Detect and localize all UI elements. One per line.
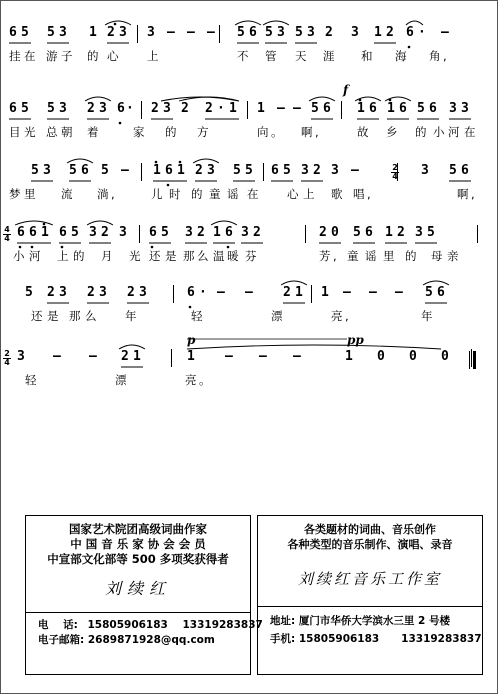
note: 6 (365, 225, 373, 240)
lyric-syllable: 是 (165, 249, 177, 263)
note: 3 (99, 101, 107, 116)
note: 1 (229, 101, 237, 116)
lyric-syllable: 上 (147, 49, 159, 63)
note: 3 (163, 101, 171, 116)
note: – (121, 163, 129, 178)
time-signature (3, 350, 11, 367)
bar-line (139, 225, 140, 243)
note-row (1, 161, 497, 187)
note: 6 (165, 163, 173, 178)
note: 6 (249, 25, 257, 40)
lyric-syllable: 啊 (301, 125, 313, 139)
note: 1 (133, 349, 141, 364)
lyric-syllable: 天 (295, 49, 307, 63)
note: 5 (101, 163, 109, 178)
note: 5 (283, 163, 291, 178)
note: · (217, 101, 225, 116)
note: 3 (43, 163, 51, 178)
note: 1 (213, 225, 221, 240)
note: 2 (87, 285, 95, 300)
lyric-row (1, 125, 497, 143)
studio-divider (258, 606, 482, 607)
note: 1 (153, 163, 161, 178)
bar-line (477, 225, 478, 243)
author-email-row (38, 633, 215, 648)
lyric-syllable: , (345, 309, 349, 323)
lyric-syllable: 那 (183, 249, 195, 263)
note: – (53, 349, 61, 364)
lyric-syllable: 还 (149, 249, 161, 263)
lyric-syllable: 在 (247, 187, 259, 201)
note-row (1, 23, 497, 49)
note: 6 (117, 101, 125, 116)
lyric-syllable: 涯 (323, 49, 335, 63)
note: 3 (59, 285, 67, 300)
note: 3 (277, 25, 285, 40)
lyric-syllable: 上 (303, 187, 315, 201)
lyric-syllable: 暖 (227, 249, 239, 263)
lyric-syllable: 亲 (447, 249, 459, 263)
note: 1 (345, 349, 353, 364)
note: 2 (181, 101, 189, 116)
lyric-syllable: 挂 (9, 49, 21, 63)
note: 2 (319, 225, 327, 240)
note: 3 (59, 101, 67, 116)
note: 6 (225, 225, 233, 240)
address-value: 厦门市华侨大学滨水三里 2 号楼 (298, 615, 450, 627)
note: 5 (233, 163, 241, 178)
lyric-syllable: 小 (13, 249, 25, 263)
studio-info-box (257, 515, 483, 675)
lyric-syllable: 轻 (191, 309, 203, 323)
lyric-syllable: 不 (237, 49, 249, 63)
lyric-syllable: , (111, 187, 115, 201)
note-row (1, 223, 497, 249)
note: – (259, 349, 267, 364)
note: 6 (9, 25, 17, 40)
bar-line (137, 25, 138, 43)
note: 0 (441, 349, 449, 364)
note: 2 (101, 225, 109, 240)
note-row (1, 347, 497, 373)
time-sig-denominator: 4 (4, 358, 10, 367)
note: 6 (9, 101, 17, 116)
note: 3 (449, 101, 457, 116)
note: 5 (47, 25, 55, 40)
note: 1 (321, 285, 329, 300)
note-row (1, 99, 497, 125)
lyric-syllable: 的 (415, 125, 427, 139)
note: 6 (271, 163, 279, 178)
lyric-syllable: 唱 (353, 187, 365, 201)
lyric-syllable: 是 (47, 309, 59, 323)
note: – (369, 285, 377, 300)
lyric-syllable: 月 (101, 249, 113, 263)
lyric-syllable: 上 (57, 249, 69, 263)
email-label: 电子邮箱: (38, 634, 85, 646)
score-line (1, 161, 497, 209)
lyric-syllable: 年 (125, 309, 137, 323)
lyric-syllable: 河 (448, 125, 460, 139)
score-line (1, 223, 497, 271)
note: 2 (253, 225, 261, 240)
note: 1 (385, 225, 393, 240)
note: 5 (425, 285, 433, 300)
studio-name: 刘续红音乐工作室 (297, 570, 442, 588)
lyric-syllable: 在 (464, 125, 476, 139)
lyric-syllable: 淌 (97, 187, 109, 201)
note: – (167, 25, 175, 40)
lyric-syllable: 儿 (151, 187, 163, 201)
lyric-syllable: 角 (429, 49, 441, 63)
note: 6 (17, 225, 25, 240)
time-sig-numerator: 2 (4, 349, 10, 358)
lyric-syllable: 朝 (61, 125, 73, 139)
lyric-syllable: 芳 (319, 249, 331, 263)
note: 2 (87, 101, 95, 116)
lyric-syllable: 着 (87, 125, 99, 139)
lyric-syllable: 心 (107, 49, 119, 63)
lyric-syllable: 亮 (185, 373, 197, 387)
note: 3 (415, 225, 423, 240)
lyric-syllable: 海 (395, 49, 407, 63)
bar-line (171, 349, 172, 367)
lyric-syllable: 向 (257, 125, 269, 139)
lyric-syllable: 漂 (115, 373, 127, 387)
bar-line (341, 101, 342, 119)
phone-label: 电 话: (38, 619, 78, 631)
note: 1 (374, 25, 382, 40)
note: 3 (89, 225, 97, 240)
bar-line (247, 101, 248, 119)
lyric-syllable: 里 (383, 249, 395, 263)
score-line (1, 83, 497, 147)
dynamic-mark: p (187, 333, 196, 347)
lyric-row (1, 373, 497, 391)
lyric-syllable: 轻 (25, 373, 37, 387)
note: 3 (461, 101, 469, 116)
author-phone-row (38, 618, 263, 633)
note: 2 (397, 225, 405, 240)
author-titles (26, 522, 250, 567)
note-row (1, 283, 497, 309)
note: 3 (147, 25, 155, 40)
lyric-syllable: 游 (46, 49, 58, 63)
lyric-syllable: 的 (165, 125, 177, 139)
note: 0 (377, 349, 385, 364)
note: 5 (161, 225, 169, 240)
note: 6 (59, 225, 67, 240)
lyric-syllable: 的 (73, 249, 85, 263)
lyric-syllable: 温 (213, 249, 225, 263)
score-line (1, 333, 497, 395)
note: – (89, 349, 97, 364)
note: · (418, 25, 426, 40)
note: – (225, 349, 233, 364)
lyric-syllable: 故 (357, 125, 369, 139)
time-signature (3, 226, 11, 243)
note: 0 (409, 349, 417, 364)
score-line (1, 23, 497, 71)
note: – (245, 285, 253, 300)
note: · (199, 285, 207, 300)
lyric-syllable: 芬 (245, 249, 257, 263)
author-title-line: 中 国 音 乐 家 协 会 会 员 (70, 537, 206, 551)
lyric-syllable: 家 (133, 125, 145, 139)
bar-line (173, 285, 174, 303)
note: 3 (241, 225, 249, 240)
note: 5 (295, 25, 303, 40)
time-sig-numerator: 4 (4, 225, 10, 234)
lyric-syllable: , (315, 125, 319, 139)
author-title-line: 中宣部文化部等 500 多项奖获得者 (47, 552, 229, 566)
note: – (207, 25, 215, 40)
lyric-syllable: 童 (347, 249, 359, 263)
lyric-syllable: 。 (271, 125, 283, 139)
note: 6 (399, 101, 407, 116)
note: 5 (449, 163, 457, 178)
lyric-syllable: 河 (29, 249, 41, 263)
lyric-syllable: 流 (61, 187, 73, 201)
note: 6 (81, 163, 89, 178)
lyric-syllable: 谣 (227, 187, 239, 201)
lyric-syllable: 方 (197, 125, 209, 139)
note: 5 (21, 25, 29, 40)
time-sig-denominator: 4 (4, 234, 10, 243)
note: – (441, 25, 449, 40)
note: 3 (307, 25, 315, 40)
note: 3 (351, 25, 359, 40)
note: 5 (353, 225, 361, 240)
author-divider (26, 612, 250, 613)
note: 1 (187, 349, 195, 364)
note: 6 (429, 101, 437, 116)
lyric-syllable: 总 (46, 125, 58, 139)
lyric-row (1, 49, 497, 67)
note: 2 (205, 101, 213, 116)
note: – (277, 101, 285, 116)
note: 5 (245, 163, 253, 178)
bar-line (305, 225, 306, 243)
note: 6 (149, 225, 157, 240)
lyric-syllable: 心 (287, 187, 299, 201)
lyric-syllable: 。 (199, 373, 211, 387)
note: 5 (237, 25, 245, 40)
note: – (395, 285, 403, 300)
note: 6 (187, 285, 195, 300)
note: – (293, 101, 301, 116)
lyric-syllable: 里 (24, 187, 36, 201)
lyric-syllable: 还 (31, 309, 43, 323)
note: 2 (107, 25, 115, 40)
author-title-line: 国家艺术院团高级词曲作家 (69, 522, 207, 536)
time-sig-denominator: 4 (392, 172, 398, 181)
note: 5 (47, 101, 55, 116)
note: 0 (331, 225, 339, 240)
lyric-syllable: 年 (421, 309, 433, 323)
lyric-syllable: 那 (69, 309, 81, 323)
note: 5 (311, 101, 319, 116)
lyric-syllable: 漂 (271, 309, 283, 323)
note: 5 (265, 25, 273, 40)
note: – (217, 285, 225, 300)
bar-line (219, 25, 220, 43)
note: 2 (313, 163, 321, 178)
lyric-row (1, 249, 497, 267)
note: 3 (119, 25, 127, 40)
note: 5 (71, 225, 79, 240)
dynamic-mark: f (343, 83, 349, 97)
note: 6 (323, 101, 331, 116)
lyric-syllable: , (333, 249, 337, 263)
note: 5 (21, 101, 29, 116)
note: – (343, 285, 351, 300)
note: 6 (369, 101, 377, 116)
note: 1 (89, 25, 97, 40)
bar-line (471, 349, 472, 367)
note: 6 (437, 285, 445, 300)
note: 2 (151, 101, 159, 116)
bar-line (141, 101, 142, 119)
note: 1 (257, 101, 265, 116)
lyric-syllable: 目 (9, 125, 21, 139)
note: 6 (406, 25, 414, 40)
note: 2 (325, 25, 333, 40)
lyric-syllable: 么 (197, 249, 209, 263)
lyric-syllable: 和 (361, 49, 373, 63)
lyric-row (1, 187, 497, 205)
lyric-syllable: 啊 (457, 187, 469, 201)
note: 3 (59, 25, 67, 40)
note: 3 (301, 163, 309, 178)
lyric-syllable: 的 (87, 49, 99, 63)
bar-line (141, 163, 142, 181)
lyric-syllable: 小 (433, 125, 445, 139)
lyric-syllable: 梦 (9, 187, 21, 201)
time-sig-numerator: 2 (392, 163, 398, 172)
bar-line (311, 285, 312, 303)
note: – (187, 25, 195, 40)
lyric-syllable: 时 (169, 187, 181, 201)
note: 2 (127, 285, 135, 300)
note: · (126, 101, 134, 116)
lyric-syllable: 在 (24, 49, 36, 63)
note: 3 (99, 285, 107, 300)
bar-line (263, 163, 264, 181)
note: 3 (207, 163, 215, 178)
studio-address-row (270, 614, 450, 629)
dynamic-mark: pp (347, 333, 364, 347)
note: 1 (41, 225, 49, 240)
lyric-syllable: , (443, 49, 447, 63)
lyric-syllable: , (367, 187, 371, 201)
note: 3 (421, 163, 429, 178)
lyric-syllable: , (471, 187, 475, 201)
note: 3 (17, 349, 25, 364)
studio-service-line: 各类题材的词曲、音乐创作 (304, 523, 436, 536)
note: 2 (386, 25, 394, 40)
lyric-row (1, 309, 497, 327)
address-label: 地址: (270, 615, 296, 627)
author-signature: 刘续红 (104, 579, 171, 598)
lyric-syllable: 歌 (331, 187, 343, 201)
studio-phone-row (270, 632, 482, 647)
note: 2 (197, 225, 205, 240)
studio-service-line: 各种类型的音乐制作、演唱、录音 (287, 538, 453, 551)
lyric-syllable: 子 (61, 49, 73, 63)
lyric-syllable: 的 (405, 249, 417, 263)
note: 3 (119, 225, 127, 240)
note: 1 (357, 101, 365, 116)
lyric-syllable: 的 (191, 187, 203, 201)
lyric-syllable: 管 (265, 49, 277, 63)
note: 2 (47, 285, 55, 300)
lyric-syllable: 母 (431, 249, 443, 263)
note: 1 (295, 285, 303, 300)
note: – (351, 163, 359, 178)
note: 3 (185, 225, 193, 240)
mobile-value: 15805906183 13319283837 (298, 633, 482, 645)
note: 3 (331, 163, 339, 178)
time-signature (391, 164, 399, 181)
note: 5 (69, 163, 77, 178)
note: 2 (195, 163, 203, 178)
lyric-syllable: 光 (129, 249, 141, 263)
lyric-syllable: 光 (24, 125, 36, 139)
note: 5 (417, 101, 425, 116)
note: 5 (25, 285, 33, 300)
note: – (293, 349, 301, 364)
lyric-syllable: 谣 (365, 249, 377, 263)
lyric-syllable: 亮 (331, 309, 343, 323)
lyric-syllable: 么 (85, 309, 97, 323)
lyric-syllable: 乡 (386, 125, 398, 139)
note: 2 (121, 349, 129, 364)
mobile-label: 手机: (270, 633, 296, 645)
studio-services (258, 522, 482, 552)
note: 3 (139, 285, 147, 300)
lyric-syllable: 童 (209, 187, 221, 201)
email-value: 2689871928@qq.com (87, 634, 215, 646)
note: 6 (461, 163, 469, 178)
score-line (1, 283, 497, 331)
note: 1 (387, 101, 395, 116)
note: 5 (31, 163, 39, 178)
note: 1 (177, 163, 185, 178)
phone-value: 15805906183 13319283837 (87, 619, 263, 631)
author-info-box (25, 515, 263, 675)
note: 2 (283, 285, 291, 300)
note: 5 (427, 225, 435, 240)
note: 6 (29, 225, 37, 240)
